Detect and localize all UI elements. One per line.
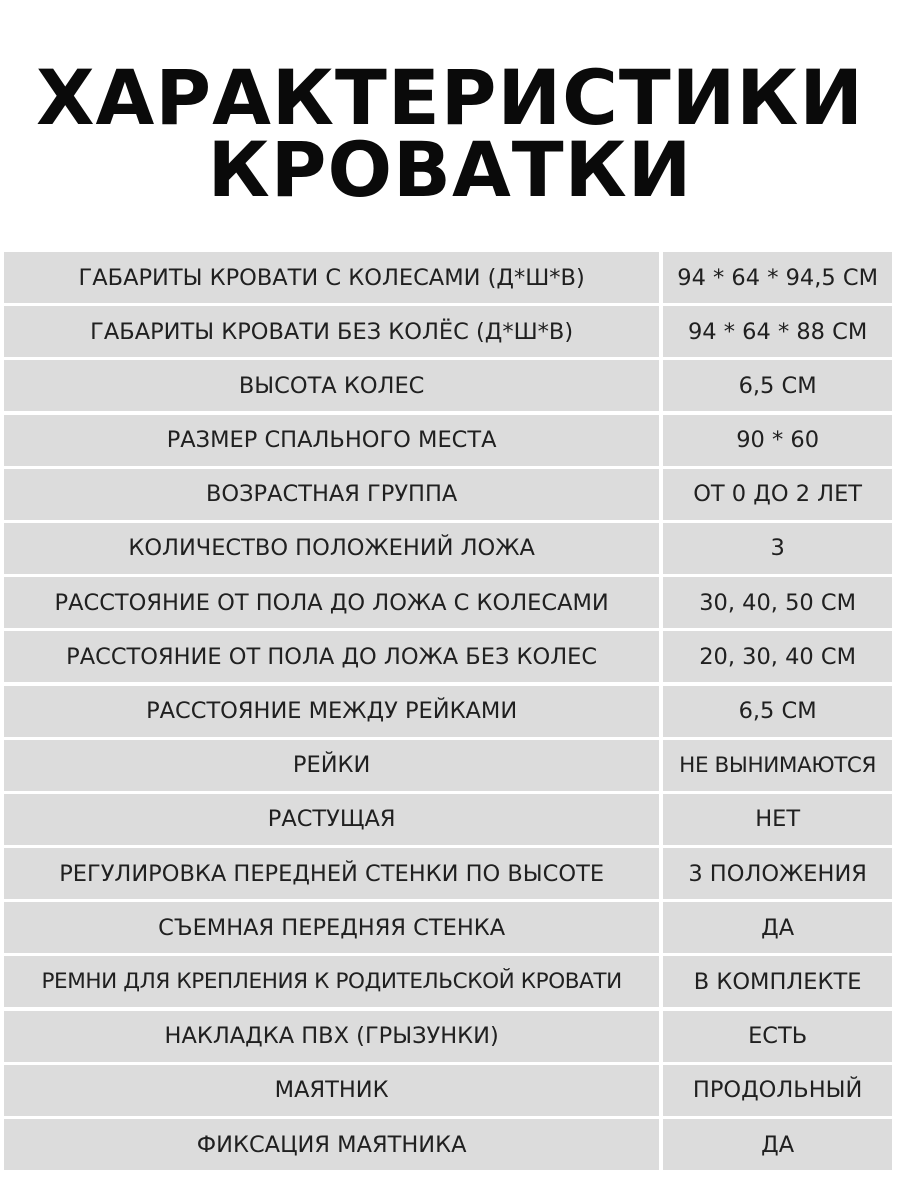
table-row <box>4 686 892 737</box>
value-cell: ДА <box>663 902 892 953</box>
table-row <box>4 306 892 357</box>
table-row <box>4 415 892 466</box>
table-row <box>4 740 892 791</box>
param-cell: РАСТУЩАЯ <box>4 794 659 845</box>
param-cell: РЕМНИ ДЛЯ КРЕПЛЕНИЯ К РОДИТЕЛЬСКОЙ КРОВАТИ <box>4 956 659 1007</box>
value-cell: 20, 30, 40 СМ <box>663 631 892 682</box>
param-cell: КОЛИЧЕСТВО ПОЛОЖЕНИЙ ЛОЖА <box>4 523 659 574</box>
param-cell: МАЯТНИК <box>4 1065 659 1116</box>
value-cell: ЕСТЬ <box>663 1011 892 1062</box>
param-cell: ГАБАРИТЫ КРОВАТИ БЕЗ КОЛЁС (Д*Ш*В) <box>4 306 659 357</box>
param-cell: СЪЕМНАЯ ПЕРЕДНЯЯ СТЕНКА <box>4 902 659 953</box>
param-cell: ФИКСАЦИЯ МАЯТНИКА <box>4 1119 659 1170</box>
value-cell: 6,5 СМ <box>663 686 892 737</box>
table-row <box>4 1065 892 1116</box>
table-row <box>4 794 892 845</box>
param-cell: РАЗМЕР СПАЛЬНОГО МЕСТА <box>4 415 659 466</box>
value-cell: 3 <box>663 523 892 574</box>
param-cell: РАССТОЯНИЕ ОТ ПОЛА ДО ЛОЖА БЕЗ КОЛЕС <box>4 631 659 682</box>
param-cell: РАССТОЯНИЕ МЕЖДУ РЕЙКАМИ <box>4 686 659 737</box>
specs-table <box>4 252 892 1173</box>
table-row <box>4 1011 892 1062</box>
value-cell: 6,5 СМ <box>663 360 892 411</box>
table-row <box>4 848 892 899</box>
value-cell: НЕ ВЫНИМАЮТСЯ <box>663 740 892 791</box>
value-cell: ПРОДОЛЬНЫЙ <box>663 1065 892 1116</box>
table-row <box>4 360 892 411</box>
table-row <box>4 956 892 1007</box>
param-cell: НАКЛАДКА ПВХ (ГРЫЗУНКИ) <box>4 1011 659 1062</box>
table-row <box>4 577 892 628</box>
value-cell: 90 * 60 <box>663 415 892 466</box>
value-cell: 94 * 64 * 88 СМ <box>663 306 892 357</box>
value-cell: ДА <box>663 1119 892 1170</box>
value-cell: 94 * 64 * 94,5 СМ <box>663 252 892 303</box>
table-row <box>4 902 892 953</box>
table-row <box>4 1119 892 1170</box>
table-row <box>4 631 892 682</box>
title-line-2: КРОВАТКИ <box>207 125 693 214</box>
param-cell: РЕГУЛИРОВКА ПЕРЕДНЕЙ СТЕНКИ ПО ВЫСОТЕ <box>4 848 659 899</box>
title-line-1: ХАРАКТЕРИСТИКИ <box>35 53 865 142</box>
param-cell: РЕЙКИ <box>4 740 659 791</box>
param-cell: ВЫСОТА КОЛЕС <box>4 360 659 411</box>
value-cell: В КОМПЛЕКТЕ <box>663 956 892 1007</box>
table-row <box>4 252 892 303</box>
value-cell: 3 ПОЛОЖЕНИЯ <box>663 848 892 899</box>
param-cell: ВОЗРАСТНАЯ ГРУППА <box>4 469 659 520</box>
param-cell: ГАБАРИТЫ КРОВАТИ С КОЛЕСАМИ (Д*Ш*В) <box>4 252 659 303</box>
param-cell: РАССТОЯНИЕ ОТ ПОЛА ДО ЛОЖА С КОЛЕСАМИ <box>4 577 659 628</box>
value-cell: ОТ 0 ДО 2 ЛЕТ <box>663 469 892 520</box>
table-row <box>4 469 892 520</box>
page-title <box>0 53 900 214</box>
value-cell: НЕТ <box>663 794 892 845</box>
table-row <box>4 523 892 574</box>
value-cell: 30, 40, 50 СМ <box>663 577 892 628</box>
